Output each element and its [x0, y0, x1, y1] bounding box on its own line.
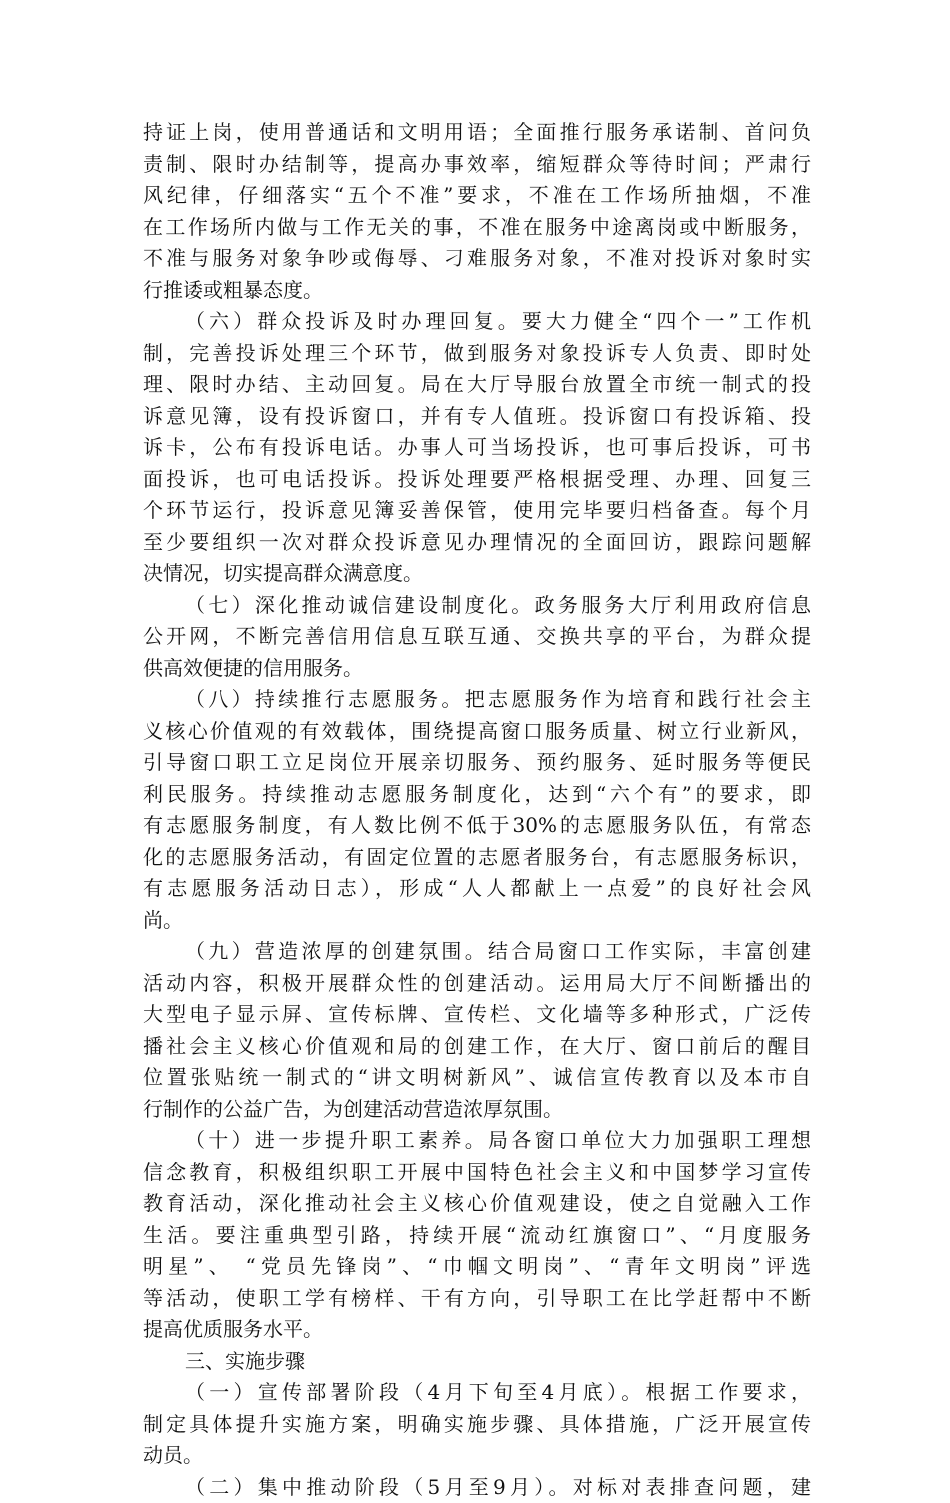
paragraph-line: 教育活动，深化推动社会主义核心价值观建设，使之自觉融入工作: [143, 1188, 811, 1220]
paragraph-line: 诉意见簿，设有投诉窗口，并有专人值班。投诉窗口有投诉箱、投: [143, 401, 811, 433]
heading-text: 三、实施步骤: [143, 1346, 811, 1378]
paragraph-line: （八）持续推行志愿服务。把志愿服务作为培育和践行社会主: [143, 684, 811, 716]
paragraph-line: （一）宣传部署阶段（4月下旬至4月底）。根据工作要求，: [143, 1377, 811, 1409]
paragraph-line: 生活。要注重典型引路，持续开展“流动红旗窗口”、“月度服务: [143, 1220, 811, 1252]
paragraph: [143, 590, 811, 685]
paragraph-line: 提高优质服务水平。: [143, 1314, 811, 1346]
paragraph-line: 在工作场所内做与工作无关的事，不准在服务中途离岗或中断服务，: [143, 212, 811, 244]
paragraph-line: 诉卡，公布有投诉电话。办事人可当场投诉，也可事后投诉，可书: [143, 432, 811, 464]
paragraph-line: 面投诉，也可电话投诉。投诉处理要严格根据受理、办理、回复三: [143, 464, 811, 496]
paragraph-line: 决情况，切实提高群众满意度。: [143, 558, 811, 590]
paragraph-line: 播社会主义核心价值观和局的创建工作，在大厅、窗口前后的醒目: [143, 1031, 811, 1063]
paragraph-line: 公开网，不断完善信用信息互联互通、交换共享的平台，为群众提: [143, 621, 811, 653]
paragraph: [143, 936, 811, 1125]
paragraph-line: （六）群众投诉及时办理回复。要大力健全“四个一”工作机: [143, 306, 811, 338]
paragraph-line: 风纪律，仔细落实“五个不准”要求，不准在工作场所抽烟，不准: [143, 180, 811, 212]
paragraph-line: 不准与服务对象争吵或侮辱、刁难服务对象，不准对投诉对象时实: [143, 243, 811, 275]
paragraph-line: 行推诿或粗暴态度。: [143, 275, 811, 307]
paragraph-line: （七）深化推动诚信建设制度化。政务服务大厅利用政府信息: [143, 590, 811, 622]
paragraph-line: 供高效便捷的信用服务。: [143, 653, 811, 685]
paragraph-line: 义核心价值观的有效载体，围绕提高窗口服务质量、树立行业新风，: [143, 716, 811, 748]
paragraph: [143, 1377, 811, 1472]
paragraph-line: 大型电子显示屏、宣传标牌、宣传栏、文化墙等多种形式，广泛传: [143, 999, 811, 1031]
paragraph-line: 动员。: [143, 1440, 811, 1472]
paragraph: [143, 306, 811, 590]
paragraph-line: 活动内容，积极开展群众性的创建活动。运用局大厅不间断播出的: [143, 968, 811, 1000]
paragraph-line: （二）集中推动阶段（5月至9月）。对标对表排查问题，建: [143, 1472, 811, 1503]
paragraph-line: 至少要组织一次对群众投诉意见办理情况的全面回访，跟踪问题解: [143, 527, 811, 559]
paragraph-line: 信念教育，积极组织职工开展中国特色社会主义和中国梦学习宣传: [143, 1157, 811, 1189]
paragraph: [143, 684, 811, 936]
paragraph-line: （九）营造浓厚的创建氛围。结合局窗口工作实际，丰富创建: [143, 936, 811, 968]
paragraph-line: 化的志愿服务活动，有固定位置的志愿者服务台，有志愿服务标识，: [143, 842, 811, 874]
paragraph: [143, 1472, 811, 1503]
paragraph-line: 制定具体提升实施方案，明确实施步骤、具体措施，广泛开展宣传: [143, 1409, 811, 1441]
paragraph: [143, 117, 811, 306]
paragraph-line: 利民服务。持续推动志愿服务制度化，达到“六个有”的要求，即: [143, 779, 811, 811]
paragraph-line: 制，完善投诉处理三个环节，做到服务对象投诉专人负责、即时处: [143, 338, 811, 370]
paragraph-line: 明星”、 “党员先锋岗”、“巾帼文明岗”、“青年文明岗”评选: [143, 1251, 811, 1283]
document-body: [143, 117, 811, 1503]
paragraph-line: 有志愿服务制度，有人数比例不低于30%的志愿服务队伍，有常态: [143, 810, 811, 842]
paragraph-line: 行制作的公益广告，为创建活动营造浓厚氛围。: [143, 1094, 811, 1126]
paragraph-line: 引导窗口职工立足岗位开展亲切服务、预约服务、延时服务等便民: [143, 747, 811, 779]
paragraph-line: 位置张贴统一制式的“讲文明树新风”、诚信宣传教育以及本市自: [143, 1062, 811, 1094]
paragraph-line: 尚。: [143, 905, 811, 937]
paragraph-line: 个环节运行，投诉意见簿妥善保管，使用完毕要归档备查。每个月: [143, 495, 811, 527]
paragraph-line: 有志愿服务活动日志），形成“人人都献上一点爱”的良好社会风: [143, 873, 811, 905]
paragraph-line: 责制、限时办结制等，提高办事效率，缩短群众等待时间；严肃行: [143, 149, 811, 181]
paragraph-line: 持证上岗，使用普通话和文明用语；全面推行服务承诺制、首问负: [143, 117, 811, 149]
paragraph-line: 等活动，使职工学有榜样、干有方向，引导职工在比学赶帮中不断: [143, 1283, 811, 1315]
paragraph: [143, 1125, 811, 1346]
paragraph-line: （十）进一步提升职工素养。局各窗口单位大力加强职工理想: [143, 1125, 811, 1157]
paragraph-line: 理、限时办结、主动回复。局在大厅导服台放置全市统一制式的投: [143, 369, 811, 401]
section-heading: [143, 1346, 811, 1378]
